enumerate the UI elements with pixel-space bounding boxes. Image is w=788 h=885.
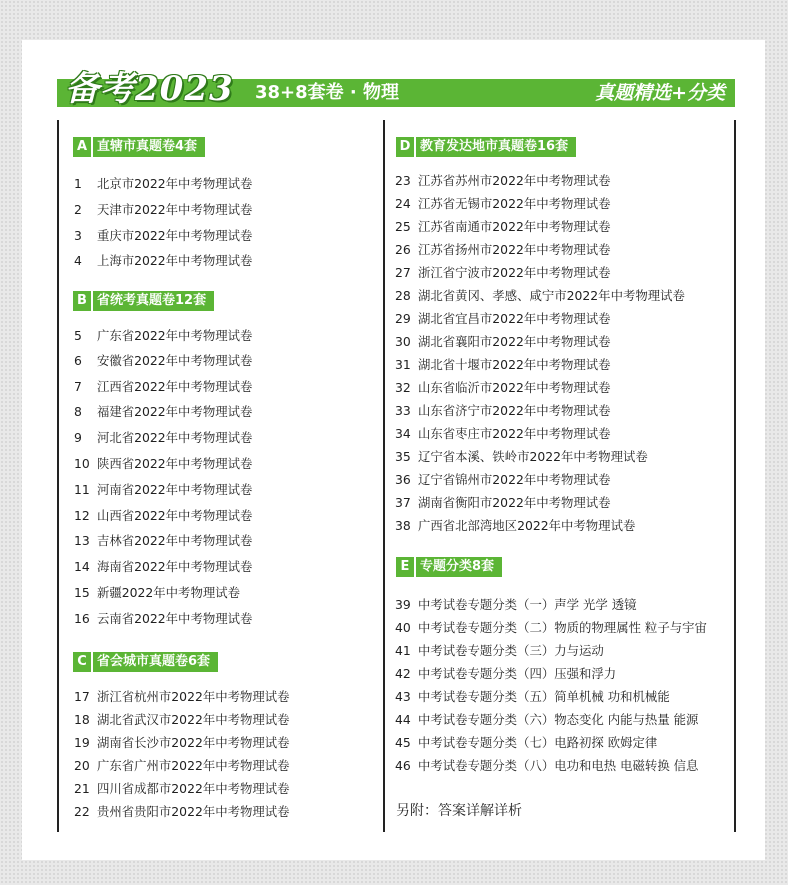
section-d-letter: D [396, 137, 416, 157]
section-e-letter: E [396, 557, 416, 577]
list-item: 1 北京市2022年中考物理试卷 [74, 176, 253, 191]
list-item: 22 贵州省贵阳市2022年中考物理试卷 [74, 804, 290, 819]
list-item: 2 天津市2022年中考物理试卷 [74, 202, 253, 217]
list-item: 25 江苏省南通市2022年中考物理试卷 [395, 219, 611, 234]
list-item: 30 湖北省襄阳市2022年中考物理试卷 [395, 334, 611, 349]
list-item: 38 广西省北部湾地区2022年中考物理试卷 [395, 518, 636, 533]
list-item: 35 辽宁省本溪、铁岭市2022年中考物理试卷 [395, 449, 648, 464]
list-item: 29 湖北省宜昌市2022年中考物理试卷 [395, 311, 611, 326]
list-item: 39 中考试卷专题分类（一）声学 光学 透镜 [395, 597, 637, 612]
list-item: 33 山东省济宁市2022年中考物理试卷 [395, 403, 611, 418]
list-item: 14 海南省2022年中考物理试卷 [74, 559, 253, 574]
list-item: 18 湖北省武汉市2022年中考物理试卷 [74, 712, 290, 727]
list-item: 9 河北省2022年中考物理试卷 [74, 430, 253, 445]
list-item: 34 山东省枣庄市2022年中考物理试卷 [395, 426, 611, 441]
list-item: 26 江苏省扬州市2022年中考物理试卷 [395, 242, 611, 257]
left-border-line [57, 120, 59, 832]
title-banner [57, 69, 735, 109]
section-e-title: 专题分类8套 [420, 559, 495, 574]
list-item: 7 江西省2022年中考物理试卷 [74, 379, 253, 394]
list-item: 17 浙江省杭州市2022年中考物理试卷 [74, 689, 290, 704]
section-b-header [73, 291, 214, 311]
list-item: 43 中考试卷专题分类（五）简单机械 功和机械能 [395, 689, 670, 704]
list-item: 12 山西省2022年中考物理试卷 [74, 508, 253, 523]
list-item: 36 辽宁省锦州市2022年中考物理试卷 [395, 472, 611, 487]
section-c-header [73, 652, 218, 672]
list-item: 19 湖南省长沙市2022年中考物理试卷 [74, 735, 290, 750]
list-item: 13 吉林省2022年中考物理试卷 [74, 533, 253, 548]
list-item: 5 广东省2022年中考物理试卷 [74, 328, 253, 343]
list-item: 24 江苏省无锡市2022年中考物理试卷 [395, 196, 611, 211]
section-d-title: 教育发达地市真题卷16套 [420, 139, 569, 154]
section-d-header [396, 137, 576, 157]
list-item: 4 上海市2022年中考物理试卷 [74, 253, 253, 268]
list-item: 45 中考试卷专题分类（七）电路初探 欧姆定律 [395, 735, 658, 750]
list-item: 32 山东省临沂市2022年中考物理试卷 [395, 380, 611, 395]
list-item: 23 江苏省苏州市2022年中考物理试卷 [395, 173, 611, 188]
banner-title: 备考2023 [65, 69, 234, 109]
list-item: 28 湖北省黄冈、孝感、咸宁市2022年中考物理试卷 [395, 288, 685, 303]
list-item: 31 湖北省十堰市2022年中考物理试卷 [395, 357, 611, 372]
section-a-header [73, 137, 205, 157]
section-c-letter: C [73, 652, 93, 672]
section-c-title: 省会城市真题卷6套 [97, 654, 211, 669]
middle-divider-line [383, 120, 385, 832]
list-item: 21 四川省成都市2022年中考物理试卷 [74, 781, 290, 796]
list-item: 6 安徽省2022年中考物理试卷 [74, 353, 253, 368]
list-item: 11 河南省2022年中考物理试卷 [74, 482, 253, 497]
list-item: 8 福建省2022年中考物理试卷 [74, 404, 253, 419]
banner-subtitle: 38+8套卷 · 物理 [255, 82, 400, 103]
list-item: 41 中考试卷专题分类（三）力与运动 [395, 643, 604, 658]
list-item: 44 中考试卷专题分类（六）物态变化 内能与热量 能源 [395, 712, 699, 727]
section-a-letter: A [73, 137, 93, 157]
list-item: 15 新疆2022年中考物理试卷 [74, 585, 241, 600]
list-item: 42 中考试卷专题分类（四）压强和浮力 [395, 666, 617, 681]
list-item: 16 云南省2022年中考物理试卷 [74, 611, 253, 626]
banner-tagline: 真题精选+分类 [595, 82, 725, 104]
list-item: 20 广东省广州市2022年中考物理试卷 [74, 758, 290, 773]
right-border-line [734, 120, 736, 832]
list-item: 10 陕西省2022年中考物理试卷 [74, 456, 253, 471]
list-item: 37 湖南省衡阳市2022年中考物理试卷 [395, 495, 611, 510]
section-e-header [396, 557, 502, 577]
list-item: 27 浙江省宁波市2022年中考物理试卷 [395, 265, 611, 280]
section-a-title: 直辖市真题卷4套 [97, 139, 198, 154]
list-item: 40 中考试卷专题分类（二）物质的物理属性 粒子与宇宙 [395, 620, 707, 635]
section-b-letter: B [73, 291, 93, 311]
footnote: 另附：答案详解详析 [396, 803, 522, 819]
list-item: 46 中考试卷专题分类（八）电功和电热 电磁转换 信息 [395, 758, 699, 773]
list-item: 3 重庆市2022年中考物理试卷 [74, 228, 253, 243]
section-b-title: 省统考真题卷12套 [97, 293, 207, 308]
